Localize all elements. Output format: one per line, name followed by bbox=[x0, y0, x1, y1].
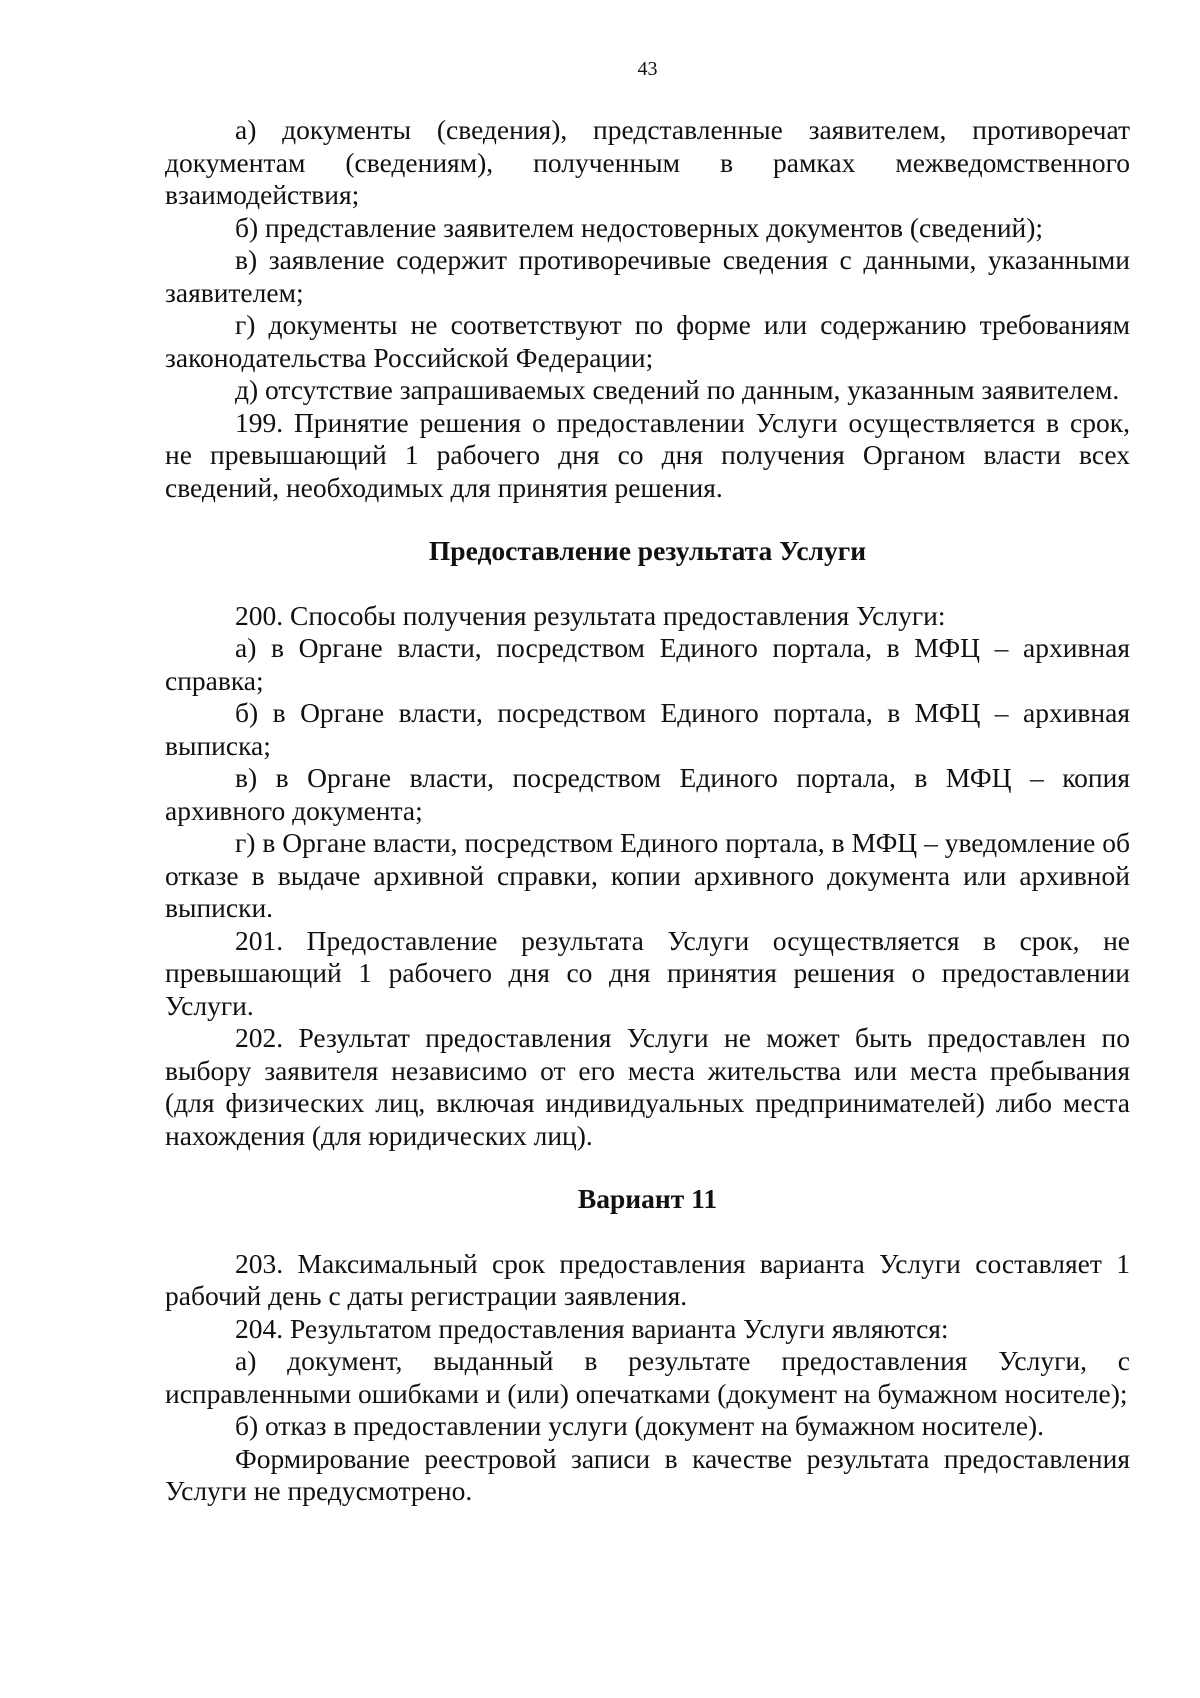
paragraph-200-a: а) в Органе власти, посредством Единого портала, в МФЦ – архивная справка; bbox=[165, 632, 1130, 696]
paragraph-200-g: г) в Органе власти, посредством Единого портала, в МФЦ – уведомление об отказе в выдаче архивной справки, копии архивного документа или архивной выписки. bbox=[165, 827, 1130, 923]
paragraph-204: 204. Результатом предоставления варианта Услуги являются: bbox=[235, 1312, 949, 1344]
section-heading-result: Предоставление результата Услуги bbox=[428, 535, 867, 566]
page-content bbox=[165, 58, 1130, 1508]
paragraph-201: 201. Предоставление результата Услуги осуществляется в срок, не превышающий 1 рабочего дня со дня принятия решения о предоставлении Услуги. bbox=[165, 924, 1130, 1021]
page-number: 43 bbox=[637, 58, 658, 80]
paragraph-204-b: б) отказ в предоставлении услуги (документ на бумажном носителе). bbox=[235, 1410, 1045, 1441]
paragraph-200-v: в) в Органе власти, посредством Единого портала, в МФЦ – копия архивного документа; bbox=[165, 762, 1130, 826]
paragraph-200: 200. Способы получения результата предоставления Услуги: bbox=[235, 599, 946, 631]
paragraph-registry-record: Формирование реестровой записи в качестве результата предоставления Услуги не предусмотрено. bbox=[165, 1442, 1130, 1506]
paragraph-200-b: б) в Органе власти, посредством Единого портала, в МФЦ – архивная выписка; bbox=[165, 697, 1130, 761]
paragraph-v-contradictory-data: в) заявление содержит противоречивые сведения с данными, указанными заявителем; bbox=[165, 244, 1130, 308]
paragraph-g-noncompliance: г) документы не соответствуют по форме или содержанию требованиям законодательства Российской Федерации; bbox=[165, 309, 1130, 373]
paragraph-d-missing-data: д) отсутствие запрашиваемых сведений по данным, указанным заявителем. bbox=[235, 374, 1120, 405]
paragraph-b-unreliable-documents: б) представление заявителем недостоверных документов (сведений); bbox=[235, 211, 1044, 243]
paragraph-204-a: а) документ, выданный в результате предоставления Услуги, с исправленными ошибками и (или) опечатками (документ на бумажном носителе); bbox=[165, 1345, 1130, 1409]
paragraph-203: 203. Максимальный срок предоставления варианта Услуги составляет 1 рабочий день с даты регистрации заявления. bbox=[165, 1247, 1130, 1311]
paragraph-a-contradiction: а) документы (сведения), представленные заявителем, противоречат документам (сведениям), полученным в рамках межведомственного взаимодействия; bbox=[165, 114, 1130, 210]
paragraph-202: 202. Результат предоставления Услуги не может быть предоставлен по выбору заявителя независимо от его места жительства или места пребывания (для физических лиц, включая индивидуальных предпринимателей) либо места нахождения (для юридических лиц). bbox=[165, 1022, 1130, 1151]
section-heading-variant-11: Вариант 11 bbox=[577, 1183, 718, 1214]
paragraph-199: 199. Принятие решения о предоставлении Услуги осуществляется в срок, не превышающий 1 рабочего дня со дня получения Органом власти всех сведений, необходимых для принятия решения. bbox=[165, 406, 1130, 503]
